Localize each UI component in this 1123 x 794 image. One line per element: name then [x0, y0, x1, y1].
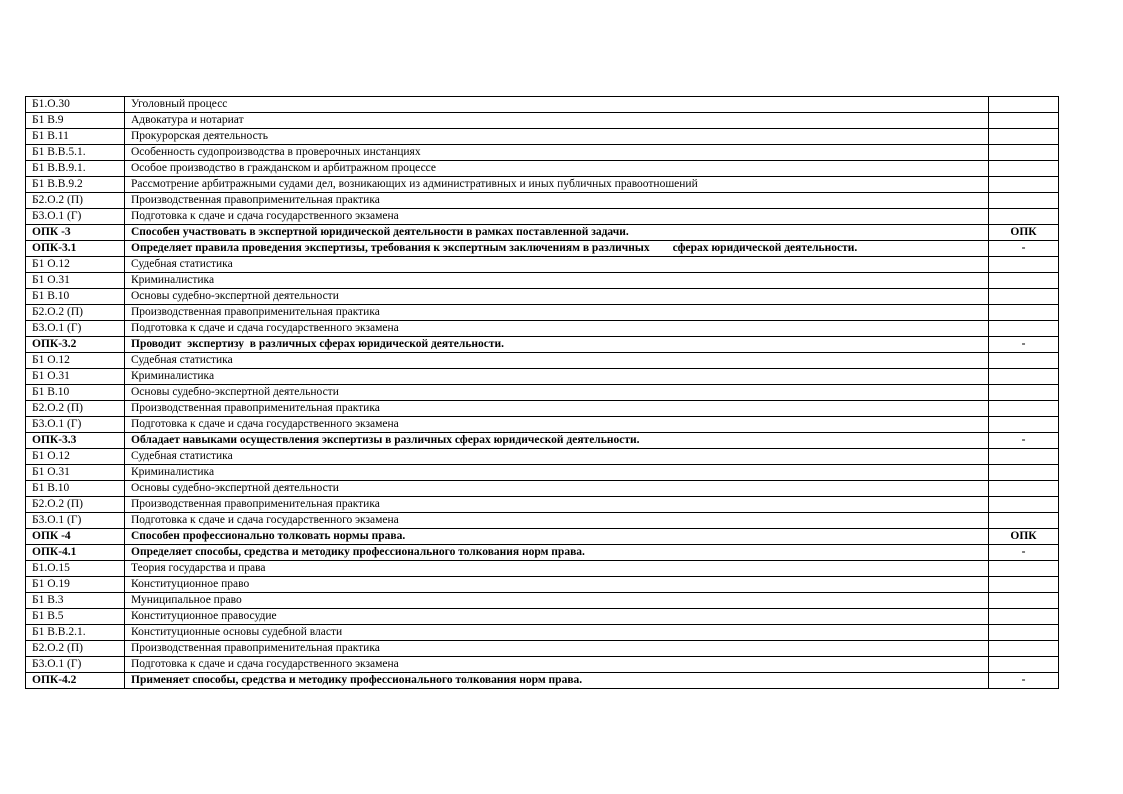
row-mark	[989, 385, 1059, 401]
row-code: ОПК-4.1	[26, 545, 125, 561]
discipline-row	[26, 657, 1059, 673]
row-name: Особое производство в гражданском и арбитражном процессе	[125, 161, 989, 177]
row-name: Производственная правоприменительная практика	[125, 641, 989, 657]
discipline-row	[26, 369, 1059, 385]
row-mark	[989, 129, 1059, 145]
row-name: Основы судебно-экспертной деятельности	[125, 289, 989, 305]
competency-row	[26, 225, 1059, 241]
row-mark	[989, 97, 1059, 113]
row-name: Определяет способы, средства и методику профессионального толкования норм права.	[125, 545, 989, 561]
row-name: Конституционные основы судебной власти	[125, 625, 989, 641]
row-code: Б1 О.12	[26, 449, 125, 465]
discipline-row	[26, 161, 1059, 177]
row-code: Б1 В.В.9.2	[26, 177, 125, 193]
row-mark	[989, 161, 1059, 177]
discipline-row	[26, 513, 1059, 529]
row-mark: -	[989, 337, 1059, 353]
row-name: Муниципальное право	[125, 593, 989, 609]
discipline-row	[26, 289, 1059, 305]
row-mark	[989, 145, 1059, 161]
row-mark	[989, 593, 1059, 609]
discipline-row	[26, 417, 1059, 433]
row-name: Конституционное правосудие	[125, 609, 989, 625]
row-mark	[989, 113, 1059, 129]
row-mark	[989, 273, 1059, 289]
row-code: Б1 О.19	[26, 577, 125, 593]
row-name: Производственная правоприменительная практика	[125, 401, 989, 417]
row-code: Б1.О.15	[26, 561, 125, 577]
row-code: Б1 В.10	[26, 289, 125, 305]
row-name: Судебная статистика	[125, 353, 989, 369]
competency-row	[26, 673, 1059, 689]
row-mark	[989, 449, 1059, 465]
row-code: Б2.О.2 (П)	[26, 401, 125, 417]
row-code: Б1 О.31	[26, 273, 125, 289]
row-code: ОПК -3	[26, 225, 125, 241]
row-code: Б2.О.2 (П)	[26, 193, 125, 209]
row-code: Б1 О.12	[26, 257, 125, 273]
row-name: Определяет правила проведения экспертизы, требования к экспертным заключениям в различных сферах юридической деятельности.	[125, 241, 989, 257]
row-name: Основы судебно-экспертной деятельности	[125, 481, 989, 497]
discipline-row	[26, 609, 1059, 625]
row-name: Подготовка к сдаче и сдача государственного экзамена	[125, 657, 989, 673]
row-name: Основы судебно-экспертной деятельности	[125, 385, 989, 401]
row-name: Подготовка к сдаче и сдача государственного экзамена	[125, 513, 989, 529]
row-code: Б3.О.1 (Г)	[26, 657, 125, 673]
row-code: Б1 О.12	[26, 353, 125, 369]
row-name: Криминалистика	[125, 465, 989, 481]
row-mark	[989, 497, 1059, 513]
discipline-row	[26, 465, 1059, 481]
row-name: Криминалистика	[125, 273, 989, 289]
row-name: Производственная правоприменительная практика	[125, 193, 989, 209]
competency-row	[26, 241, 1059, 257]
row-mark	[989, 193, 1059, 209]
row-mark	[989, 321, 1059, 337]
row-mark	[989, 305, 1059, 321]
row-code: Б1 В.3	[26, 593, 125, 609]
discipline-row	[26, 209, 1059, 225]
row-code: Б2.О.2 (П)	[26, 305, 125, 321]
row-name: Подготовка к сдаче и сдача государственного экзамена	[125, 209, 989, 225]
row-name: Применяет способы, средства и методику профессионального толкования норм права.	[125, 673, 989, 689]
row-code: ОПК -4	[26, 529, 125, 545]
discipline-row	[26, 305, 1059, 321]
row-code: Б1 О.31	[26, 369, 125, 385]
row-code: Б3.О.1 (Г)	[26, 321, 125, 337]
row-mark	[989, 641, 1059, 657]
competency-row	[26, 529, 1059, 545]
row-code: Б2.О.2 (П)	[26, 497, 125, 513]
row-mark	[989, 609, 1059, 625]
row-mark	[989, 369, 1059, 385]
row-mark	[989, 209, 1059, 225]
row-code: Б3.О.1 (Г)	[26, 417, 125, 433]
row-mark: -	[989, 545, 1059, 561]
row-name: Особенность судопроизводства в проверочных инстанциях	[125, 145, 989, 161]
row-code: Б1 В.11	[26, 129, 125, 145]
row-code: Б1.О.30	[26, 97, 125, 113]
row-name: Производственная правоприменительная практика	[125, 305, 989, 321]
discipline-row	[26, 625, 1059, 641]
discipline-row	[26, 129, 1059, 145]
row-name: Рассмотрение арбитражными судами дел, возникающих из административных и иных публичных правоотношений	[125, 177, 989, 193]
row-name: Криминалистика	[125, 369, 989, 385]
row-code: Б1 В.В.5.1.	[26, 145, 125, 161]
row-name: Способен участвовать в экспертной юридической деятельности в рамках поставленной задачи.	[125, 225, 989, 241]
row-code: Б2.О.2 (П)	[26, 641, 125, 657]
row-code: Б1 В.В.2.1.	[26, 625, 125, 641]
row-code: Б1 В.5	[26, 609, 125, 625]
row-code: Б3.О.1 (Г)	[26, 513, 125, 529]
discipline-row	[26, 177, 1059, 193]
discipline-row	[26, 145, 1059, 161]
row-mark	[989, 257, 1059, 273]
discipline-row	[26, 401, 1059, 417]
discipline-row	[26, 641, 1059, 657]
row-name: Прокурорская деятельность	[125, 129, 989, 145]
row-code: ОПК-3.3	[26, 433, 125, 449]
discipline-row	[26, 481, 1059, 497]
discipline-row	[26, 97, 1059, 113]
row-mark: ОПК	[989, 529, 1059, 545]
row-mark: ОПК	[989, 225, 1059, 241]
row-mark	[989, 625, 1059, 641]
row-name: Адвокатура и нотариат	[125, 113, 989, 129]
row-mark	[989, 561, 1059, 577]
row-code: Б1 О.31	[26, 465, 125, 481]
competency-row	[26, 337, 1059, 353]
discipline-row	[26, 257, 1059, 273]
row-mark	[989, 465, 1059, 481]
row-name: Подготовка к сдаче и сдача государственного экзамена	[125, 417, 989, 433]
row-mark	[989, 177, 1059, 193]
discipline-row	[26, 321, 1059, 337]
row-name: Способен профессионально толковать нормы права.	[125, 529, 989, 545]
row-mark	[989, 481, 1059, 497]
competency-table	[25, 96, 1059, 689]
row-code: ОПК-4.2	[26, 673, 125, 689]
row-code: Б1 В.10	[26, 385, 125, 401]
row-name: Судебная статистика	[125, 449, 989, 465]
row-name: Теория государства и права	[125, 561, 989, 577]
table-body	[26, 97, 1059, 689]
discipline-row	[26, 577, 1059, 593]
row-mark: -	[989, 433, 1059, 449]
discipline-row	[26, 353, 1059, 369]
row-code: ОПК-3.1	[26, 241, 125, 257]
row-mark	[989, 417, 1059, 433]
row-name: Судебная статистика	[125, 257, 989, 273]
row-name: Обладает навыками осуществления экспертизы в различных сферах юридической деятельности.	[125, 433, 989, 449]
competency-row	[26, 433, 1059, 449]
row-name: Производственная правоприменительная практика	[125, 497, 989, 513]
competency-row	[26, 545, 1059, 561]
row-mark	[989, 513, 1059, 529]
row-name: Уголовный процесс	[125, 97, 989, 113]
row-name: Конституционное право	[125, 577, 989, 593]
row-code: ОПК-3.2	[26, 337, 125, 353]
discipline-row	[26, 113, 1059, 129]
row-code: Б1 В.10	[26, 481, 125, 497]
row-mark: -	[989, 673, 1059, 689]
discipline-row	[26, 497, 1059, 513]
row-name: Проводит экспертизу в различных сферах юридической деятельности.	[125, 337, 989, 353]
row-mark	[989, 657, 1059, 673]
row-mark: -	[989, 241, 1059, 257]
discipline-row	[26, 193, 1059, 209]
row-name: Подготовка к сдаче и сдача государственного экзамена	[125, 321, 989, 337]
discipline-row	[26, 385, 1059, 401]
row-code: Б1 В.В.9.1.	[26, 161, 125, 177]
row-mark	[989, 577, 1059, 593]
row-code: Б1 В.9	[26, 113, 125, 129]
discipline-row	[26, 593, 1059, 609]
row-code: Б3.О.1 (Г)	[26, 209, 125, 225]
discipline-row	[26, 449, 1059, 465]
discipline-row	[26, 561, 1059, 577]
row-mark	[989, 289, 1059, 305]
row-mark	[989, 353, 1059, 369]
discipline-row	[26, 273, 1059, 289]
row-mark	[989, 401, 1059, 417]
